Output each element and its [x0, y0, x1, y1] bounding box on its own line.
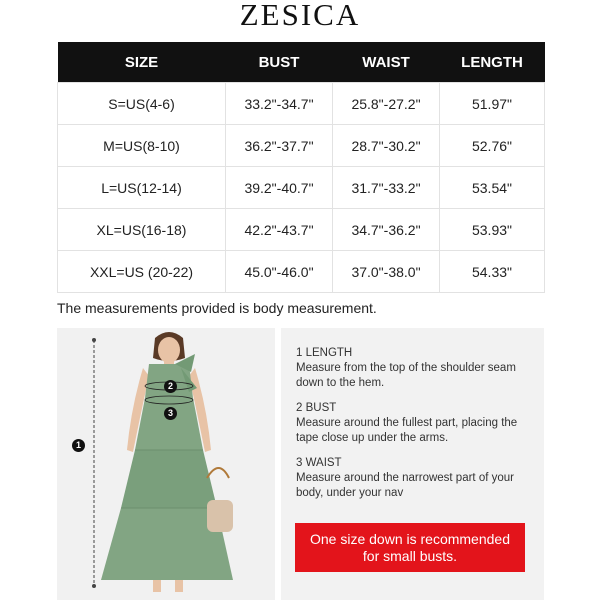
length-cell: 53.54" [440, 167, 545, 209]
bust-guide-desc: Measure around the fullest part, placing the tape close up under the arms. [296, 417, 518, 444]
length-guide-title: 1 LENGTH [296, 347, 353, 359]
waist-cell: 25.8"-27.2" [333, 83, 440, 125]
size-cell: M=US(8-10) [58, 125, 226, 167]
brand-logo: ZESICA [239, 0, 361, 32]
measurement-guide-panel [281, 328, 544, 600]
recommendation-line-1: One size down is recommended [310, 530, 510, 547]
table-row [58, 209, 545, 251]
header-size: SIZE [58, 42, 226, 83]
length-guide [296, 346, 536, 391]
dress-model-illustration [57, 328, 275, 600]
size-recommendation-banner [295, 523, 525, 572]
table-row [58, 125, 545, 167]
size-cell: XXL=US (20-22) [58, 251, 226, 293]
bust-cell: 42.2"-43.7" [226, 209, 333, 251]
length-guide-desc: Measure from the top of the shoulder seam down to the hem. [296, 362, 516, 389]
table-row [58, 251, 545, 293]
recommendation-line-2: for small busts. [362, 547, 458, 564]
length-cell: 54.33" [440, 251, 545, 293]
waist-cell: 34.7"-36.2" [333, 209, 440, 251]
waist-guide-desc: Measure around the narrowest part of your body, under your nav [296, 472, 514, 499]
bust-guide-title: 2 BUST [296, 402, 337, 414]
bust-cell: 39.2"-40.7" [226, 167, 333, 209]
bust-cell: 45.0"-46.0" [226, 251, 333, 293]
waist-guide [296, 456, 536, 501]
waist-cell: 28.7"-30.2" [333, 125, 440, 167]
table-row [58, 83, 545, 125]
length-cell: 52.76" [440, 125, 545, 167]
bust-cell: 33.2"-34.7" [226, 83, 333, 125]
measurement-note: The measurements provided is body measurement. [57, 300, 377, 316]
header-length: LENGTH [440, 42, 545, 83]
waist-cell: 31.7"-33.2" [333, 167, 440, 209]
size-chart-table [57, 42, 545, 293]
waist-cell: 37.0"-38.0" [333, 251, 440, 293]
size-cell: L=US(12-14) [58, 167, 226, 209]
length-cell: 51.97" [440, 83, 545, 125]
bust-cell: 36.2"-37.7" [226, 125, 333, 167]
bust-marker: 2 [164, 380, 177, 393]
bust-guide [296, 401, 536, 446]
waist-guide-title: 3 WAIST [296, 457, 342, 469]
header-bust: BUST [226, 42, 333, 83]
size-cell: XL=US(16-18) [58, 209, 226, 251]
waist-marker: 3 [164, 407, 177, 420]
model-photo [57, 328, 275, 600]
header-waist: WAIST [333, 42, 440, 83]
size-cell: S=US(4-6) [58, 83, 226, 125]
length-marker: 1 [72, 439, 85, 452]
length-cell: 53.93" [440, 209, 545, 251]
table-header-row [58, 42, 545, 83]
table-row [58, 167, 545, 209]
